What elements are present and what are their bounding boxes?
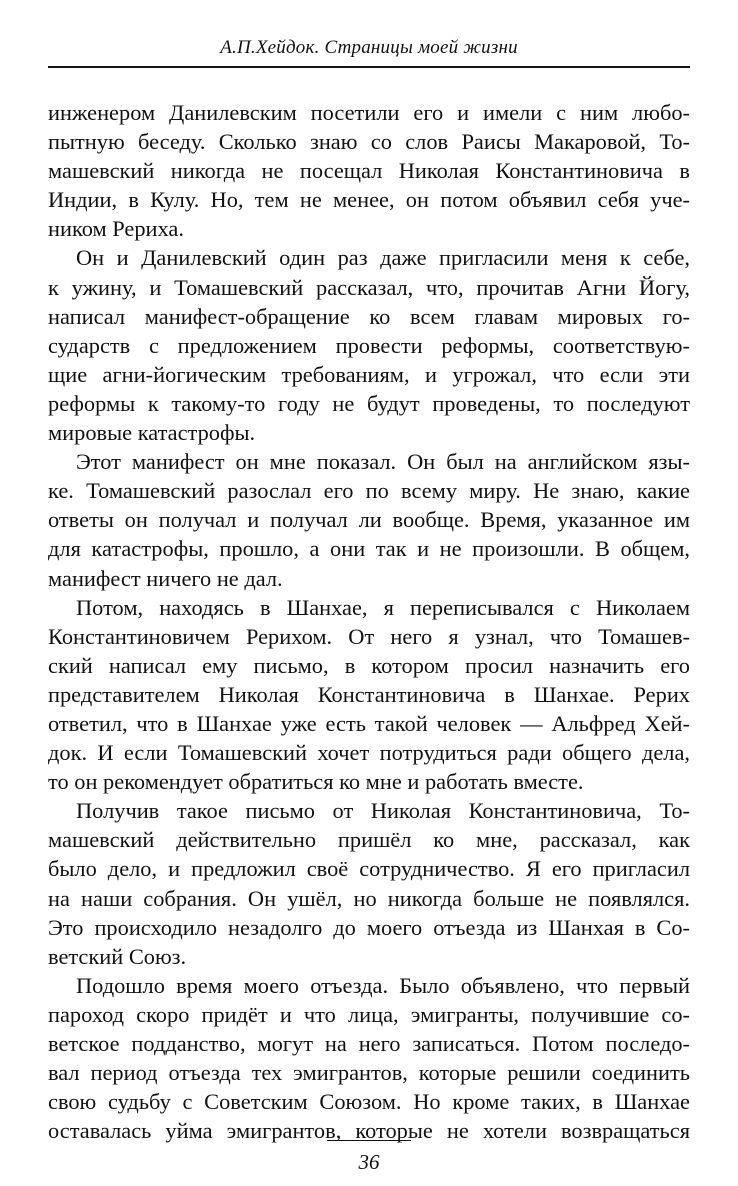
text-line: Он и Данилевский один раз даже пригласили меня к себе, (76, 245, 690, 271)
text-line: на наши собрания. Он ушёл, но никогда больше не появлялся. (48, 885, 690, 911)
paragraph (48, 243, 690, 447)
text-line: ветский Союз. (48, 943, 187, 969)
text-line: ответил, что в Шанхае уже есть такой человек — Альфред Хей- (48, 710, 690, 736)
text-line: ником Рериха. (48, 216, 184, 242)
text-line: к ужину, и Томашевский рассказал, что, прочитав Агни Йогу, (48, 274, 690, 300)
paragraph (48, 593, 690, 797)
text-line: Константиновичем Рерихом. От него я узнал, что Томашев- (48, 623, 690, 649)
text-line: сударств с предложением провести реформы, соответствую- (48, 332, 690, 358)
text-line: машевский никогда не посещал Николая Константиновича в (48, 158, 690, 184)
text-line: то он рекомендует обратиться ко мне и работать вместе. (48, 769, 584, 795)
text-line: представителем Николая Константиновича в Шанхае. Рерих (48, 681, 690, 707)
text-line: реформы к такому-то году не будут проведены, то последуют (48, 390, 690, 416)
text-line: ке. Томашевский разослал его по всему миру. Не знаю, какие (48, 478, 690, 504)
text-line: док. И если Томашевский хочет потрудиться ради общего дела, (48, 740, 690, 766)
text-line: мировые катастрофы. (48, 420, 256, 446)
text-line: инженером Данилевским посетили его и имели с ним любо- (48, 100, 690, 125)
page-number: 36 (358, 1150, 380, 1174)
text-line: Это происходило незадолго до моего отъезда из Шанхая в Со- (48, 914, 690, 940)
footer-rule (327, 1140, 411, 1141)
text-line: свою судьбу с Советским Союзом. Но кроме таких, в Шанхае (48, 1089, 690, 1115)
text-line: щие агни-йогическим требованиям, и угрожал, что если эти (48, 361, 690, 387)
text-line: пытную беседу. Сколько знаю со слов Раисы Макаровой, То- (48, 129, 690, 155)
text-line: машевский действительно пришёл ко мне, рассказал, как (48, 827, 690, 853)
running-header: А.П.Хейдок. Страницы моей жизни (220, 37, 518, 58)
text-line: манифест ничего не дал. (48, 565, 283, 591)
text-line: Потом, находясь в Шанхае, я переписывался с Николаем (76, 594, 690, 620)
text-line: Индии, в Кулу. Но, тем не менее, он потом объявил себя уче- (48, 187, 690, 213)
text-line: ответы он получал и получал ли вообще. Время, указанное им (48, 507, 690, 533)
text-line: Получив такое письмо от Николая Константиновича, То- (76, 798, 690, 824)
text-line: Подошло время моего отъезда. Было объявлено, что первый (76, 972, 690, 998)
text-line: Этот манифест он мне показал. Он был на английском язы- (76, 449, 690, 475)
text-line: для катастрофы, прошло, а они так и не произошли. В общем, (48, 536, 690, 562)
text-line: написал манифест-обращение ко всем главам мировых го- (48, 303, 690, 329)
text-line: вал период отъезда тех эмигрантов, которые решили соединить (48, 1060, 690, 1086)
text-line: пароход скоро придёт и что лица, эмигранты, получившие со- (48, 1001, 690, 1027)
paragraph (48, 971, 690, 1146)
text-line: ский написал ему письмо, в котором просил назначить его (48, 652, 690, 678)
text-line: было дело, и предложил своё сотрудничество. Я его пригласил (48, 856, 690, 882)
header-rule (48, 66, 690, 68)
paragraph (48, 98, 690, 243)
text-line: оставалась уйма эмигрантов, которые не хотели возвращаться (48, 1118, 690, 1144)
paragraph (48, 447, 690, 592)
text-line: ветское подданство, могут на него записаться. Потом последо- (48, 1031, 690, 1056)
paragraph (48, 796, 690, 971)
body-text (48, 98, 690, 1145)
